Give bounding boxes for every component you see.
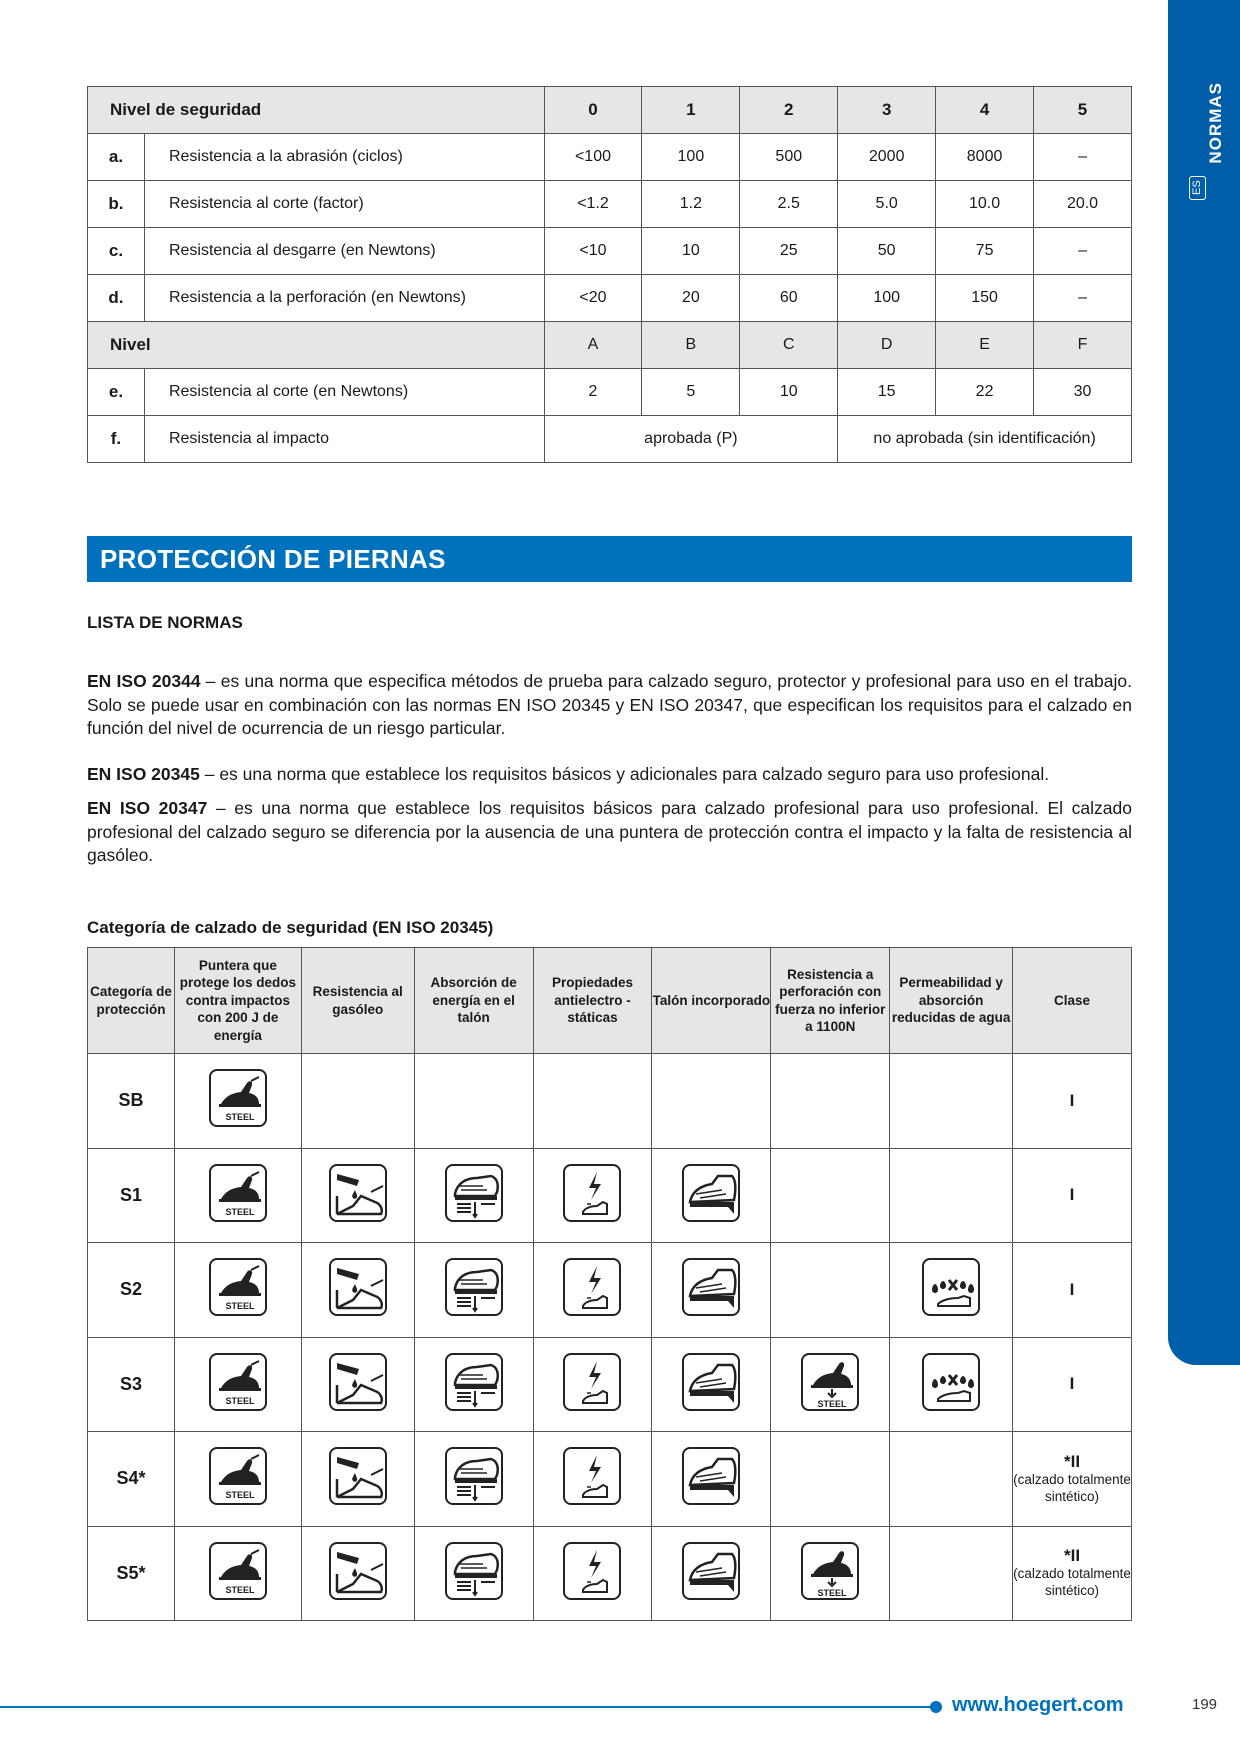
heel-energy-absorption-icon (445, 1447, 503, 1505)
norm-name: EN ISO 20347 (87, 798, 208, 818)
class-value: *II (1064, 1451, 1081, 1471)
footer-url-link[interactable]: www.hoegert.com (952, 1694, 1124, 1716)
pictogram-cell (174, 1337, 301, 1432)
svg-text:STEEL: STEEL (225, 1584, 255, 1595)
pictogram-cell (301, 1148, 414, 1243)
level-cell: 0 (544, 87, 642, 134)
paragraph-en-iso-20345 (87, 763, 1132, 787)
class-cell (1013, 1337, 1132, 1432)
value-cell: 5.0 (838, 181, 936, 228)
svg-text:STEEL: STEEL (225, 1301, 255, 1312)
oil-resistance-icon (329, 1447, 387, 1505)
header-cell: Resistencia a perforación con fuerza no inferior a 1100N (771, 948, 890, 1054)
class-value: I (1069, 1090, 1075, 1110)
level-cell: 4 (936, 87, 1034, 134)
value-cell: <1.2 (544, 181, 642, 228)
water-resistance-icon (922, 1258, 980, 1316)
paragraph-en-iso-20347 (87, 797, 1132, 868)
antistatic-icon (563, 1164, 621, 1222)
row-description: Resistencia a la abrasión (ciclos) (144, 134, 544, 181)
pictogram-cell (533, 1243, 652, 1338)
oil-resistance-icon (329, 1542, 387, 1600)
value-cell: 150 (936, 275, 1034, 322)
heel-energy-absorption-icon (445, 1164, 503, 1222)
pictogram-cell (771, 1243, 890, 1338)
pictogram-cell (414, 1243, 533, 1338)
closed-heel-icon (682, 1353, 740, 1411)
header-cell: Absorción de energía en el talón (414, 948, 533, 1054)
norm-description: – es una norma que establece los requisitos básicos para calzado profesional para uso profesional. El calzado profesional del calzado seguro se diferencia por la ausencia de una puntera de protección contra el impacto y la falta de resistencia al gasóleo. (87, 798, 1132, 865)
table-row (88, 1432, 1132, 1527)
header-label: Nivel de seguridad (88, 87, 545, 134)
value-cell: – (1034, 228, 1132, 275)
class-cell (1013, 1054, 1132, 1149)
table-row (88, 228, 1132, 275)
antistatic-icon (563, 1542, 621, 1600)
pictogram-cell (771, 1526, 890, 1621)
side-tab-lang: ES (1189, 176, 1206, 200)
toecap-steel-icon (209, 1447, 267, 1505)
pictogram-cell (890, 1054, 1013, 1149)
toecap-steel-icon (209, 1258, 267, 1316)
row-letter: f. (88, 416, 145, 463)
value-cell: 20 (642, 275, 740, 322)
value-cell: <20 (544, 275, 642, 322)
value-cell: – (1034, 275, 1132, 322)
pictogram-cell (301, 1054, 414, 1149)
pictogram-cell (890, 1337, 1013, 1432)
value-cell: 10 (642, 228, 740, 275)
heel-energy-absorption-icon (445, 1258, 503, 1316)
heel-energy-absorption-icon (445, 1353, 503, 1411)
row-description: Resistencia al corte (factor) (144, 181, 544, 228)
value-cell: 2.5 (740, 181, 838, 228)
category-cell: S4* (88, 1432, 175, 1527)
pictogram-cell (533, 1526, 652, 1621)
level-cell: B (642, 322, 740, 369)
value-cell: 1.2 (642, 181, 740, 228)
oil-resistance-icon (329, 1258, 387, 1316)
class-cell (1013, 1526, 1132, 1621)
closed-heel-icon (682, 1447, 740, 1505)
header-cell: Categoría de protección (88, 948, 175, 1054)
pictogram-cell (771, 1148, 890, 1243)
row-description: Resistencia a la perforación (en Newtons) (144, 275, 544, 322)
category-cell: SB (88, 1054, 175, 1149)
value-cell: <10 (544, 228, 642, 275)
row-letter: e. (88, 369, 145, 416)
header-cell: Clase (1013, 948, 1132, 1054)
table-row (88, 1337, 1132, 1432)
pass-cell: aprobada (P) (544, 416, 838, 463)
fail-cell: no aprobada (sin identificación) (838, 416, 1132, 463)
pictogram-cell (652, 1526, 771, 1621)
value-cell: – (1034, 134, 1132, 181)
value-cell: 500 (740, 134, 838, 181)
heel-energy-absorption-icon (445, 1542, 503, 1600)
svg-text:STEEL: STEEL (817, 1398, 847, 1409)
svg-text:STEEL: STEEL (225, 1490, 255, 1501)
footer-line (0, 1706, 936, 1708)
pictogram-cell (652, 1337, 771, 1432)
pictogram-cell (533, 1148, 652, 1243)
level-cell: 2 (740, 87, 838, 134)
pictogram-cell (890, 1243, 1013, 1338)
pictogram-cell (301, 1432, 414, 1527)
header-cell: Propiedades antielectro -státicas (533, 948, 652, 1054)
pictogram-cell (301, 1526, 414, 1621)
pictogram-cell (414, 1148, 533, 1243)
norm-name: EN ISO 20345 (87, 764, 200, 784)
row-letter: b. (88, 181, 145, 228)
value-cell: 25 (740, 228, 838, 275)
table-row (88, 181, 1132, 228)
pictogram-cell (652, 1148, 771, 1243)
table-row (88, 369, 1132, 416)
row-letter: c. (88, 228, 145, 275)
pictogram-cell (771, 1337, 890, 1432)
level-cell: 1 (642, 87, 740, 134)
svg-text:STEEL: STEEL (225, 1112, 255, 1123)
svg-text:STEEL: STEEL (225, 1395, 255, 1406)
footer-dot (930, 1701, 942, 1713)
toecap-steel-icon (209, 1069, 267, 1127)
class-value: I (1069, 1374, 1075, 1394)
table-row (88, 1526, 1132, 1621)
value-cell: 75 (936, 228, 1034, 275)
level-cell: C (740, 322, 838, 369)
puncture-steel-icon (801, 1353, 859, 1411)
pictogram-cell (414, 1054, 533, 1149)
norm-description: – es una norma que establece los requisitos básicos y adicionales para calzado seguro para uso profesional. (199, 764, 1050, 784)
row-description: Resistencia al corte (en Newtons) (144, 369, 544, 416)
toecap-steel-icon (209, 1353, 267, 1411)
safety-level-table (87, 86, 1132, 463)
category-cell: S2 (88, 1243, 175, 1338)
table-row (88, 1054, 1132, 1149)
antistatic-icon (563, 1447, 621, 1505)
pictogram-cell (414, 1432, 533, 1527)
table-row (88, 416, 1132, 463)
pictogram-cell (174, 1432, 301, 1527)
pictogram-cell (771, 1432, 890, 1527)
header-cell: Resistencia al gasóleo (301, 948, 414, 1054)
norm-name: EN ISO 20344 (87, 671, 201, 691)
class-note: (calzado totalmente sintético) (1013, 1566, 1131, 1599)
class-value: *II (1064, 1546, 1081, 1566)
class-value: I (1069, 1279, 1075, 1299)
level-cell: E (936, 322, 1034, 369)
level-cell: 3 (838, 87, 936, 134)
class-cell (1013, 1243, 1132, 1338)
category-cell: S1 (88, 1148, 175, 1243)
table-row (88, 1243, 1132, 1338)
value-cell: 30 (1034, 369, 1132, 416)
level-cell: 5 (1034, 87, 1132, 134)
class-value: I (1069, 1185, 1075, 1205)
table-row (88, 134, 1132, 181)
antistatic-icon (563, 1258, 621, 1316)
pictogram-cell (414, 1526, 533, 1621)
level-cell: D (838, 322, 936, 369)
value-cell: 2000 (838, 134, 936, 181)
row-description: Resistencia al impacto (144, 416, 544, 463)
svg-text:STEEL: STEEL (817, 1587, 847, 1598)
value-cell: 2 (544, 369, 642, 416)
header-cell: Puntera que protege los dedos contra impactos con 200 J de energía (174, 948, 301, 1054)
puncture-steel-icon (801, 1542, 859, 1600)
row-letter: a. (88, 134, 145, 181)
antistatic-icon (563, 1353, 621, 1411)
value-cell: 8000 (936, 134, 1034, 181)
pictogram-cell (652, 1243, 771, 1338)
water-resistance-icon (922, 1353, 980, 1411)
pictogram-cell (533, 1432, 652, 1527)
svg-text:STEEL: STEEL (225, 1206, 255, 1217)
closed-heel-icon (682, 1542, 740, 1600)
pictogram-cell (174, 1054, 301, 1149)
value-cell: <100 (544, 134, 642, 181)
class-cell (1013, 1148, 1132, 1243)
pictogram-cell (652, 1432, 771, 1527)
value-cell: 50 (838, 228, 936, 275)
value-cell: 10.0 (936, 181, 1034, 228)
pictogram-cell (414, 1337, 533, 1432)
toecap-steel-icon (209, 1164, 267, 1222)
subheader-label: Nivel (88, 322, 545, 369)
level-cell: A (544, 322, 642, 369)
footwear-category-table (87, 947, 1132, 1621)
pictogram-cell (890, 1526, 1013, 1621)
table-header-row (88, 948, 1132, 1054)
value-cell: 100 (642, 134, 740, 181)
value-cell: 20.0 (1034, 181, 1132, 228)
oil-resistance-icon (329, 1353, 387, 1411)
norm-description: – es una norma que especifica métodos de prueba para calzado seguro, protector y profesional para uso en el trabajo. Solo se puede usar en combinación con las normas EN ISO 20345 y EN ISO 20347, que especifican los requisitos para el calzado en función del nivel de ocurrencia de un riesgo particular. (87, 671, 1132, 738)
value-cell: 22 (936, 369, 1034, 416)
closed-heel-icon (682, 1258, 740, 1316)
closed-heel-icon (682, 1164, 740, 1222)
table-header-row (88, 87, 1132, 134)
level-cell: F (1034, 322, 1132, 369)
side-tab (1168, 0, 1240, 1365)
table2-title: Categoría de calzado de seguridad (EN ISO 20345) (87, 918, 494, 937)
category-cell: S3 (88, 1337, 175, 1432)
pictogram-cell (301, 1243, 414, 1338)
value-cell: 5 (642, 369, 740, 416)
pictogram-cell (890, 1432, 1013, 1527)
toecap-steel-icon (209, 1542, 267, 1600)
value-cell: 100 (838, 275, 936, 322)
row-letter: d. (88, 275, 145, 322)
pictogram-cell (174, 1148, 301, 1243)
pictogram-cell (533, 1054, 652, 1149)
table-row (88, 1148, 1132, 1243)
oil-resistance-icon (329, 1164, 387, 1222)
pictogram-cell (301, 1337, 414, 1432)
pictogram-cell (174, 1526, 301, 1621)
header-cell: Permeabilidad y absorción reducidas de agua (890, 948, 1013, 1054)
table-subheader-row (88, 322, 1132, 369)
list-title: LISTA DE NORMAS (87, 613, 243, 632)
value-cell: 10 (740, 369, 838, 416)
category-cell: S5* (88, 1526, 175, 1621)
side-tab-label: NORMAS (1206, 82, 1225, 164)
row-description: Resistencia al desgarre (en Newtons) (144, 228, 544, 275)
pictogram-cell (771, 1054, 890, 1149)
pictogram-cell (533, 1337, 652, 1432)
table-row (88, 275, 1132, 322)
class-note: (calzado totalmente sintético) (1013, 1471, 1131, 1504)
paragraph-en-iso-20344 (87, 670, 1132, 741)
pictogram-cell (890, 1148, 1013, 1243)
class-cell (1013, 1432, 1132, 1527)
value-cell: 15 (838, 369, 936, 416)
pictogram-cell (652, 1054, 771, 1149)
header-cell: Talón incorporado (652, 948, 771, 1054)
section-title: PROTECCIÓN DE PIERNAS (87, 536, 1132, 582)
pictogram-cell (174, 1243, 301, 1338)
page-number: 199 (1192, 1696, 1218, 1713)
value-cell: 60 (740, 275, 838, 322)
